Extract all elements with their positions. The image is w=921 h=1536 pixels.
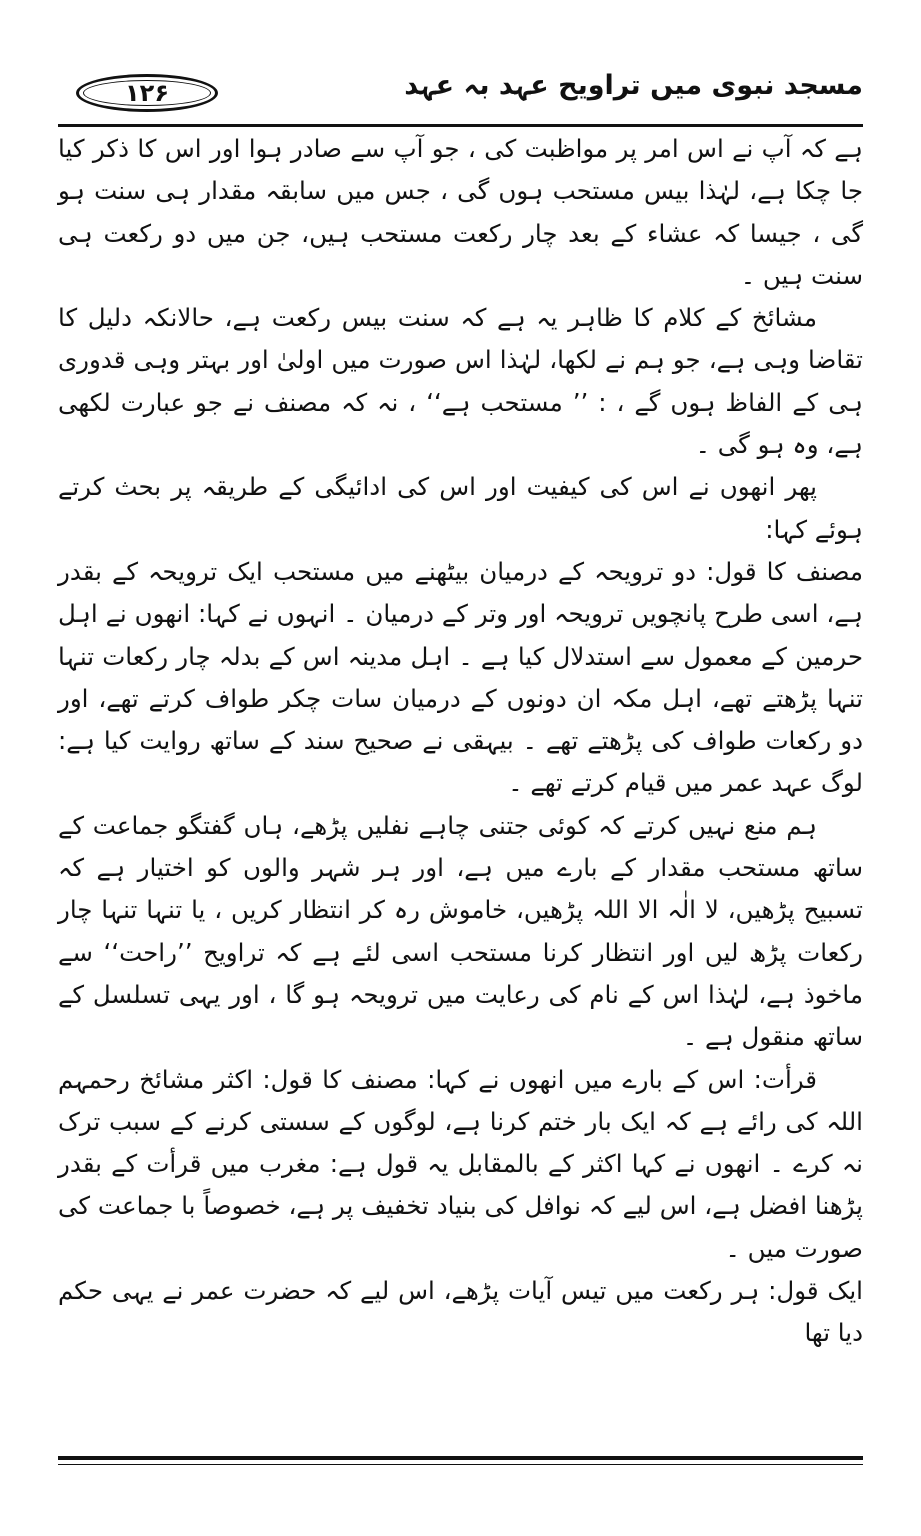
body-text	[58, 128, 863, 1355]
page-header	[58, 60, 863, 120]
paragraph-2: مشائخ کے کلام کا ظاہر یہ ہے کہ سنت بیس رکعت ہے، حالانکہ دلیل کا تقاضا وہی ہے، جو ہم نے لکھا، لہٰذا اس صورت میں اولیٰ اور بہتر وہی قدوری ہی کے الفاظ ہوں گے ، : ’’ مستحب ہے‘‘ ، نہ کہ مصنف نے جو عبارت لکھی ہے، وہ ہو گی ۔	[58, 303, 863, 460]
paragraph-7: ایک قول: ہر رکعت میں تیس آیات پڑھے، اس لیے کہ حضرت عمر نے یہی حکم دیا تھا	[58, 1276, 863, 1348]
paragraph-6: قرأت: اس کے بارے میں انھوں نے کہا: مصنف کا قول: اکثر مشائخ رحمہم اللہ کی رائے ہے کہ ایک بار ختم کرنا ہے، لوگوں کے سستی کرنے کے سبب ترک نہ کرے ۔ انھوں نے کہا اکثر کے بالمقابل یہ قول ہے: مغرب میں قرأت کے بقدر پڑھنا افضل ہے، اس لیے کہ نوافل کی بنیاد تخفیف پر ہے، خصوصاً با جماعت کی صورت میں ۔	[58, 1064, 863, 1263]
header-rule	[58, 124, 863, 127]
running-title: مسجد نبوی میں تراویح عہد بہ عہد	[404, 70, 863, 101]
paragraph-3: پھر انھوں نے اس کی کیفیت اور اس کی ادائیگی کے طریقہ پر بحث کرتے ہوئے کہا:	[58, 472, 863, 544]
paragraph-1: ہے کہ آپ نے اس امر پر مواظبت کی ، جو آپ سے صادر ہوا اور اس کا ذکر کیا جا چکا ہے، لہٰذا بیس مستحب ہوں گی ، جس میں سابقہ مقدار ہی سنت ہو گی ، جیسا کہ عشاء کے بعد چار رکعت مستحب ہیں، جن میں دو رکعت ہی سنت ہیں ۔	[58, 134, 863, 290]
paragraph-5: ہم منع نہیں کرتے کہ کوئی جتنی چاہے نفلیں پڑھے، ہاں گفتگو جماعت کے ساتھ مستحب مقدار کے بارے میں ہے، اور ہر شہر والوں کو اختیار ہے کہ تسبیح پڑھیں، لا الٰہ الا اللہ پڑھیں، خاموش رہ کر انتظار کریں ، یا تنہا تنہا چار رکعات پڑھ لیں اور انتظار کرنا مستحب اسی لئے ہے کہ تراویح ’’راحت‘‘ سے ماخوذ ہے، لہٰذا اس کے نام کی رعایت میں ترویحہ ہو گا ، اور یہی تسلسل کے ساتھ منقول ہے ۔	[58, 810, 863, 1052]
paragraph-4: مصنف کا قول: دو ترویحہ کے درمیان بیٹھنے میں مستحب ایک ترویحہ کے بقدر ہے، اسی طرح پانچویں ترویحہ اور وتر کے درمیان ۔ انہوں نے کہا: انھوں نے اہل حرمین کے معمول سے استدلال کیا ہے ۔ اہل مدینہ اس کے بدلہ چار رکعات تنہا تنہا پڑھتے تھے، اہل مکہ ان دونوں کے درمیان سات چکر طواف کرتے تھے، اور دو رکعات طواف کی پڑھتے تھے ۔ بیہقی نے صحیح سند کے ساتھ روایت کیا ہے: لوگ عہد عمر میں قیام کرتے تھے ۔	[58, 556, 863, 798]
page-number: ۱۲۶	[76, 74, 218, 112]
footer-rule	[58, 1456, 863, 1460]
footer-rule-thin	[58, 1464, 863, 1465]
